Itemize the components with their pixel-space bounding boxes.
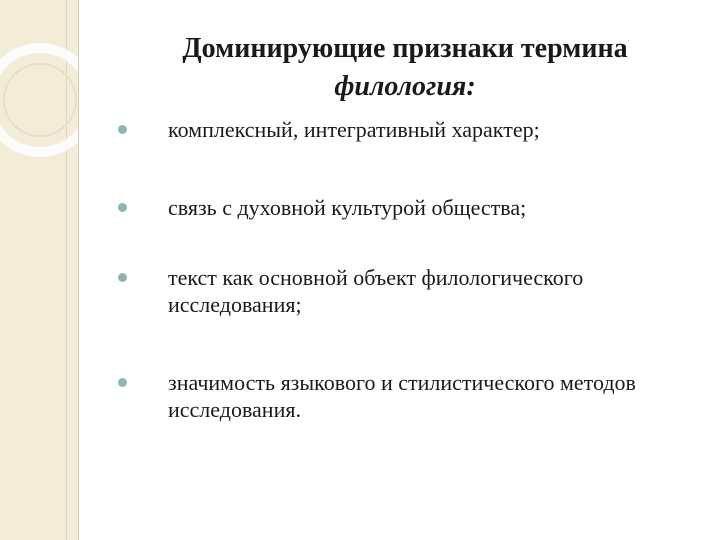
bullet-dot-icon [118,203,127,212]
title-line-1: Доминирующие признаки термина [182,33,628,64]
bullet-dot-icon [118,125,127,134]
list-item-text: текст как основной объект филологического исследования; [168,265,584,317]
bullet-dot-icon [118,378,127,387]
list-item-text: значимость языкового и стилистического методов исследования. [168,370,636,422]
list-item-text: связь с духовной культурой общества; [168,195,527,220]
list-item-text: комплексный, интегративный характер; [168,117,540,142]
bullet-dot-icon [118,273,127,282]
title-term: филология: [334,71,476,102]
